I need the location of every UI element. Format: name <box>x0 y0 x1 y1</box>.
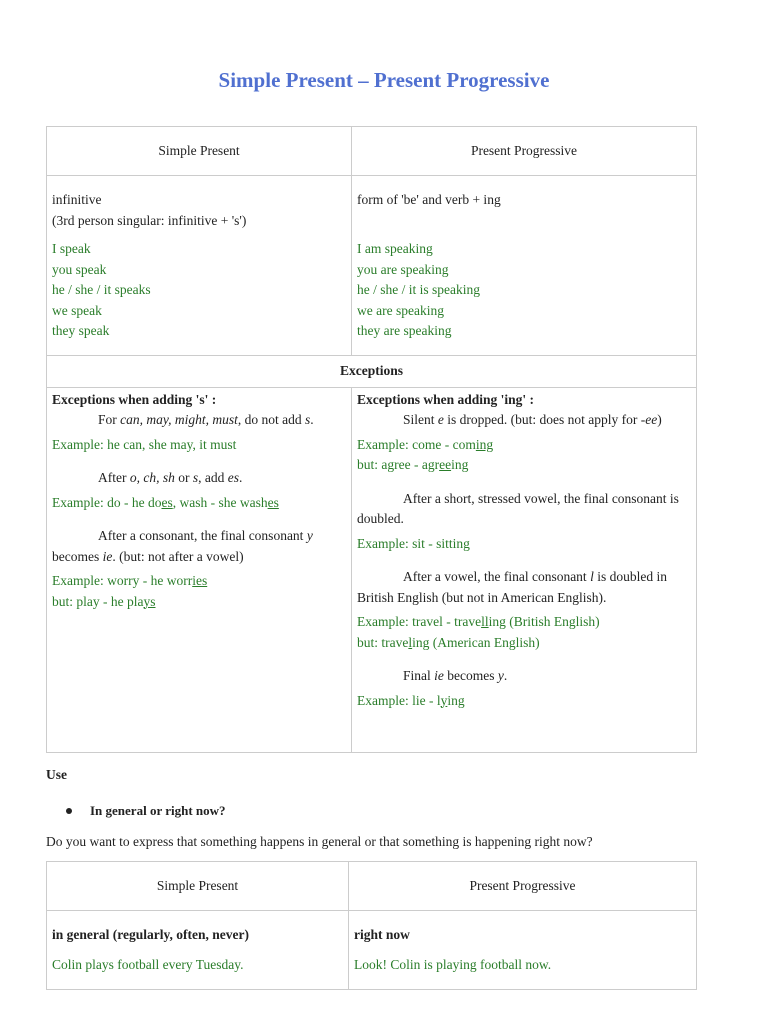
rule-text: After a short, stressed vowel, the final consonant is doubled. <box>357 490 679 526</box>
example-line: but: agree - agreeing <box>357 457 469 472</box>
exceptions-ing-title: Exceptions when adding 'ing' : <box>357 391 535 407</box>
bullet-text: In general or right now? <box>90 803 226 818</box>
comparison-table <box>46 126 697 753</box>
form-row <box>47 176 697 356</box>
example-line: they speak <box>52 323 110 338</box>
usage-general-cell <box>47 911 349 990</box>
usage-table <box>46 861 697 990</box>
form-text: infinitive <box>52 192 102 207</box>
example-line: Example: do - he does, wash - she washes <box>52 494 279 510</box>
example-line: you speak <box>52 261 107 277</box>
example-line: he / she / it is speaking <box>357 282 480 297</box>
example-line: he / she / it speaks <box>52 282 151 297</box>
usage-title: in general (regularly, often, never) <box>52 927 249 942</box>
usage-row <box>47 911 697 990</box>
example-line: Example: come - coming <box>357 436 494 452</box>
header-present-progressive: Present Progressive <box>352 127 697 176</box>
use-heading: Use <box>46 767 67 782</box>
exceptions-s-title: Exceptions when adding 's' : <box>52 391 217 407</box>
rule-text: Silent e is dropped. (but: does not apply for -ee) <box>403 412 662 427</box>
example-line: Example: worry - he worries <box>52 573 208 588</box>
example-line: they are speaking <box>357 323 452 338</box>
bullet-item <box>66 803 226 819</box>
table-header-row <box>47 127 697 176</box>
example-line: Example: he can, she may, it must <box>52 436 237 452</box>
page-title: Simple Present – Present Progressive <box>218 68 550 92</box>
bullet-dot-icon <box>66 808 72 814</box>
example-line: Example: travel - travelling (British English) <box>357 614 600 629</box>
rule-text: After o, ch, sh or s, add es. <box>98 470 243 485</box>
rule-text: After a consonant, the final consonant y becomes ie. (but: not after a vowel) <box>52 528 313 564</box>
present-progressive-form-cell <box>352 176 697 356</box>
example-line: Example: lie - lying <box>357 692 465 708</box>
usage-now-cell <box>349 911 697 990</box>
question-text: Do you want to express that something happens in general or that something is happening right now? <box>46 834 593 849</box>
header-simple-present: Simple Present <box>47 862 349 911</box>
example-line: but: traveling (American English) <box>357 634 540 650</box>
example-line: you are speaking <box>357 261 449 277</box>
example-line: but: play - he plays <box>52 593 156 609</box>
example-line: Example: sit - sitting <box>357 535 470 551</box>
example-line: I am speaking <box>357 241 433 256</box>
rule-text: After a vowel, the final consonant l is doubled in British English (but not in American English). <box>357 569 667 605</box>
exceptions-detail-row <box>47 387 697 752</box>
example-line: Look! Colin is playing football now. <box>354 956 552 972</box>
table-header-row <box>47 862 697 911</box>
exceptions-header: Exceptions <box>47 355 697 387</box>
example-line: Colin plays football every Tuesday. <box>52 956 244 972</box>
header-present-progressive: Present Progressive <box>349 862 697 911</box>
example-line: I speak <box>52 241 91 256</box>
exceptions-row <box>47 355 697 387</box>
form-text: form of 'be' and verb + ing <box>357 192 501 207</box>
example-line: we are speaking <box>357 302 444 318</box>
rule-text: For can, may, might, must, do not add s. <box>98 412 314 427</box>
usage-title: right now <box>354 927 410 942</box>
simple-present-form-cell <box>47 176 352 356</box>
example-line: we speak <box>52 302 102 318</box>
exceptions-ing-cell <box>352 387 697 752</box>
form-note: (3rd person singular: infinitive + 's') <box>52 212 247 228</box>
exceptions-s-cell <box>47 387 352 752</box>
header-simple-present: Simple Present <box>47 127 352 176</box>
rule-text: Final ie becomes y. <box>403 668 508 683</box>
